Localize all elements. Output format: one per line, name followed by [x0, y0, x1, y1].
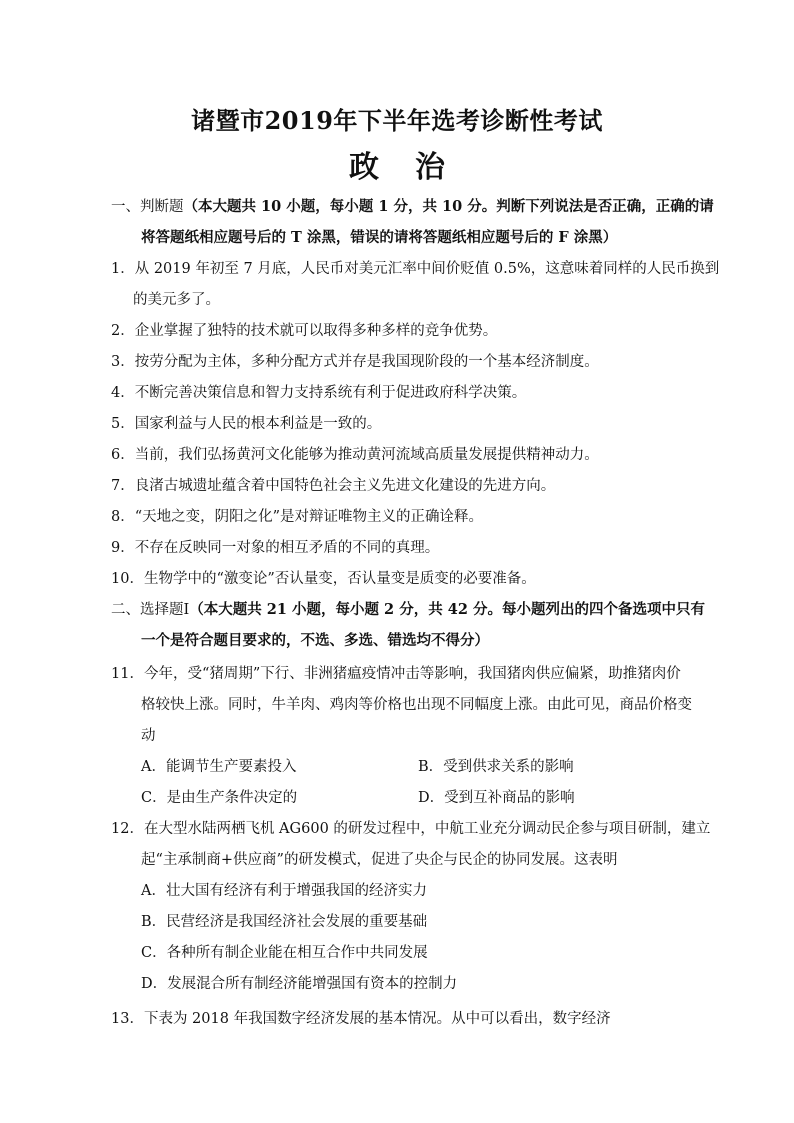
section1-note-1: （本大题共 10 小题，每小题 1 分，共 10 分。判断下列说法是否正确，正确的请 [183, 198, 714, 215]
q12-stem-1: 12．在大型水陆两栖飞机 AG600 的研发过程中，中航工业充分调动民企参与项目研制，建立 [111, 821, 711, 837]
section2-head: 二、选择题Ⅰ [111, 602, 190, 618]
q11-stem-3: 动 [141, 728, 156, 744]
judge-item-6: 6．当前，我们弘扬黄河文化能够为推动黄河流域高质量发展提供精神动力。 [111, 447, 599, 463]
section2-note-2: 一个是符合题目要求的，不选、多选、错选均不得分） [141, 632, 489, 649]
q12-stem-2: 起“主承制商+供应商”的研发模式，促进了央企与民企的协同发展。这表明 [141, 852, 618, 868]
q11-option-b: B．受到供求关系的影响 [418, 759, 574, 775]
judge-item-8: 8．“天地之变，阴阳之化”是对辩证唯物主义的正确诠释。 [111, 509, 484, 525]
q12-option-a: A．壮大国有经济有利于增强我国的经济实力 [141, 883, 427, 899]
subject-char-2: 治 [415, 150, 445, 185]
judge-item-9: 9．不存在反映同一对象的相互矛盾的不同的真理。 [111, 540, 440, 556]
q11-option-d: D．受到互补商品的影响 [418, 790, 575, 806]
section2-note-1: （本大题共 21 小题，每小题 2 分，共 42 分。每小题列出的四个备选项中只有 [189, 601, 705, 618]
judge-item-7: 7．良渚古城遗址蕴含着中国特色社会主义先进文化建设的先进方向。 [111, 478, 556, 494]
subject-title [0, 142, 794, 186]
section1-header [111, 197, 714, 217]
exam-title: 诸暨市2019年下半年选考诊断性考试 [191, 106, 603, 135]
judge-item-1: 1．从 2019 年初至 7 月底，人民币对美元汇率中间价贬值 0.5%，这意味着同样的人民币换到 [111, 261, 720, 277]
q11-stem-1: 11．今年，受“猪周期”下行、非洲猪瘟疫情冲击等影响，我国猪肉供应偏紧，助推猪肉价 [111, 666, 681, 682]
q11-option-c: C．是由生产条件决定的 [141, 790, 298, 806]
q12-option-b: B．民营经济是我国经济社会发展的重要基础 [141, 914, 428, 930]
judge-item-10: 10．生物学中的“激变论”否认量变，否认量变是质变的必要准备。 [111, 571, 536, 587]
q12-option-c: C．各种所有制企业能在相互合作中共同发展 [141, 945, 428, 961]
judge-item-4: 4．不断完善决策信息和智力支持系统有利于促进政府科学决策。 [111, 385, 527, 401]
section1-head: 一、判断题 [111, 199, 184, 215]
q13-stem-1: 13．下表为 2018 年我国数字经济发展的基本情况。从中可以看出，数字经济 [111, 1011, 611, 1027]
subject-char-1: 政 [349, 150, 379, 185]
section1-note-2: 将答题纸相应题号后的 T 涂黑，错误的请将答题纸相应题号后的 F 涂黑） [141, 229, 618, 246]
judge-item-5: 5．国家利益与人民的根本利益是一致的。 [111, 416, 382, 432]
judge-item-1-cont: 的美元多了。 [133, 292, 220, 308]
q11-stem-2: 格较快上涨。同时，牛羊肉、鸡肉等价格也出现不同幅度上涨。由此可见，商品价格变 [141, 697, 692, 713]
q12-option-d: D．发展混合所有制经济能增强国有资本的控制力 [141, 976, 458, 992]
judge-item-2: 2．企业掌握了独特的技术就可以取得多种多样的竞争优势。 [111, 323, 498, 339]
judge-item-3: 3．按劳分配为主体，多种分配方式并存是我国现阶段的一个基本经济制度。 [111, 354, 599, 370]
section2-header [111, 600, 705, 620]
q11-option-a: A．能调节生产要素投入 [141, 759, 297, 775]
